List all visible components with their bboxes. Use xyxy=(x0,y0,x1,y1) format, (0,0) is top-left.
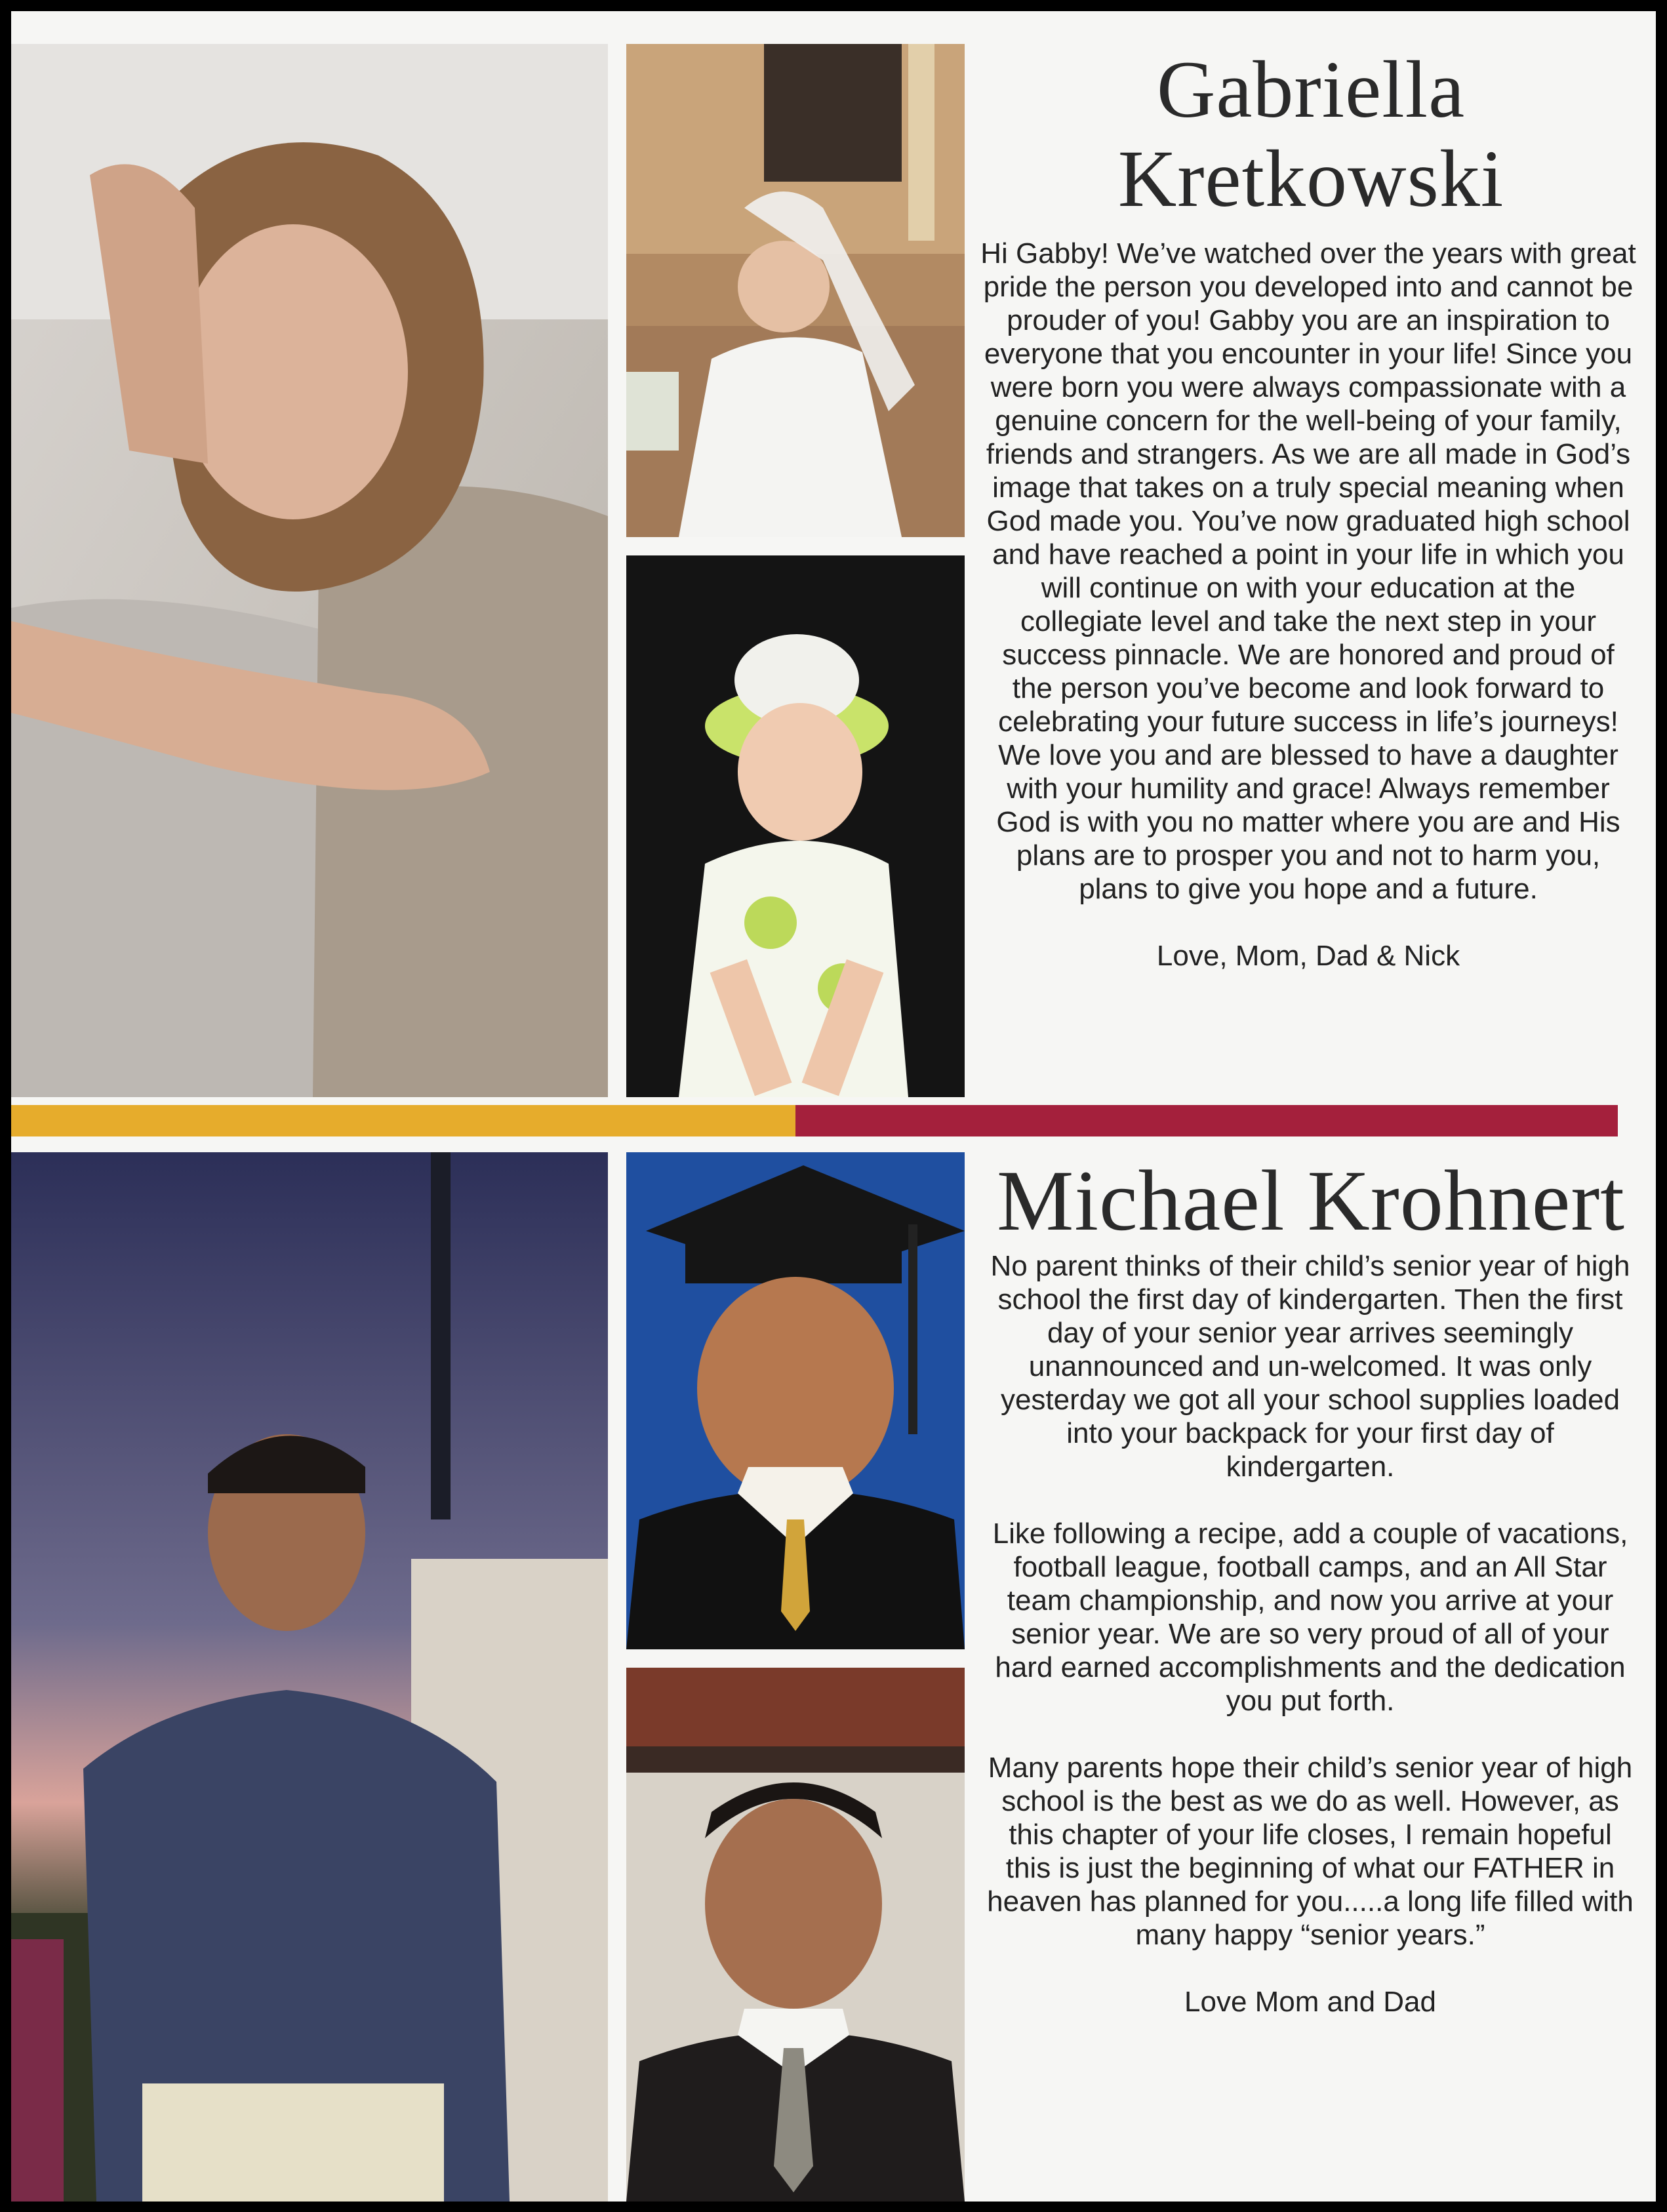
senior-portrait-michael xyxy=(11,1152,608,2202)
childhood-photo-kindergarten-graduation xyxy=(626,1152,965,1649)
senior-portrait-gabriella xyxy=(11,44,608,1097)
student-name-gabriella: Gabriella Kretkowski xyxy=(1117,45,1504,224)
tribute-paragraph: Like following a recipe, add a couple of vacations, football league, football camps, and an All Star team championship, and now you arrive at your senior year. We are so very proud of all of your hard earned accomplishments and the dedication you put forth. xyxy=(992,1518,1628,1717)
divider-bar-red xyxy=(795,1105,1618,1136)
tribute-message-michael xyxy=(986,1249,1635,2019)
tribute-message-gabriella xyxy=(979,237,1637,973)
student-name-michael: Michael Krohnert xyxy=(997,1152,1625,1249)
tribute-paragraph: Hi Gabby! We’ve watched over the years with great pride the person you developed into and cannot be prouder of you! Gabby you are an inspiration to everyone that you encounter in your life! Since you were born you were always compassionate with a genuine concern for the well-being of your family, friends and strangers. As we are all made in God’s image that takes on a truly special meaning when God made you. You’ve now graduated high school and have reached a point in your life in which you will continue on with your education at the collegiate level and take the next step in your success pinnacle. We are honored and proud of the person you’ve become and look forward to celebrating your future success in life’s journeys! We love you and are blessed to have a daughter with your humility and grace! Always remember God is with you no matter where you are and His plans are to prosper you and not to harm you, plans to give you hope and a future. xyxy=(980,237,1636,905)
divider-bar-gold xyxy=(11,1105,795,1136)
childhood-photo-communion xyxy=(626,44,965,537)
tribute-paragraph: No parent thinks of their child’s senior year of high school the first day of kindergarten. Then the first day of your senior year arrives seemingly unannounced and un-welcomed. It was only yesterday we got all your school supplies loaded into your backpack for your first day of kindergarten. xyxy=(990,1250,1630,1483)
tribute-paragraph: Many parents hope their child’s senior year of high school is the best as we do as well. However, as this chapter of your life closes, I remain hopeful this is just the beginning of what our FATHER in heaven has planned for you.....a long life filled with many happy “senior years.” xyxy=(987,1752,1634,1951)
tribute-signoff: Love Mom and Dad xyxy=(1184,1986,1436,2018)
tribute-signoff: Love, Mom, Dad & Nick xyxy=(1156,940,1460,972)
childhood-photo-green-hat xyxy=(626,555,965,1097)
childhood-photo-vest-and-tie xyxy=(626,1668,965,2202)
yearbook-page xyxy=(11,11,1656,2202)
